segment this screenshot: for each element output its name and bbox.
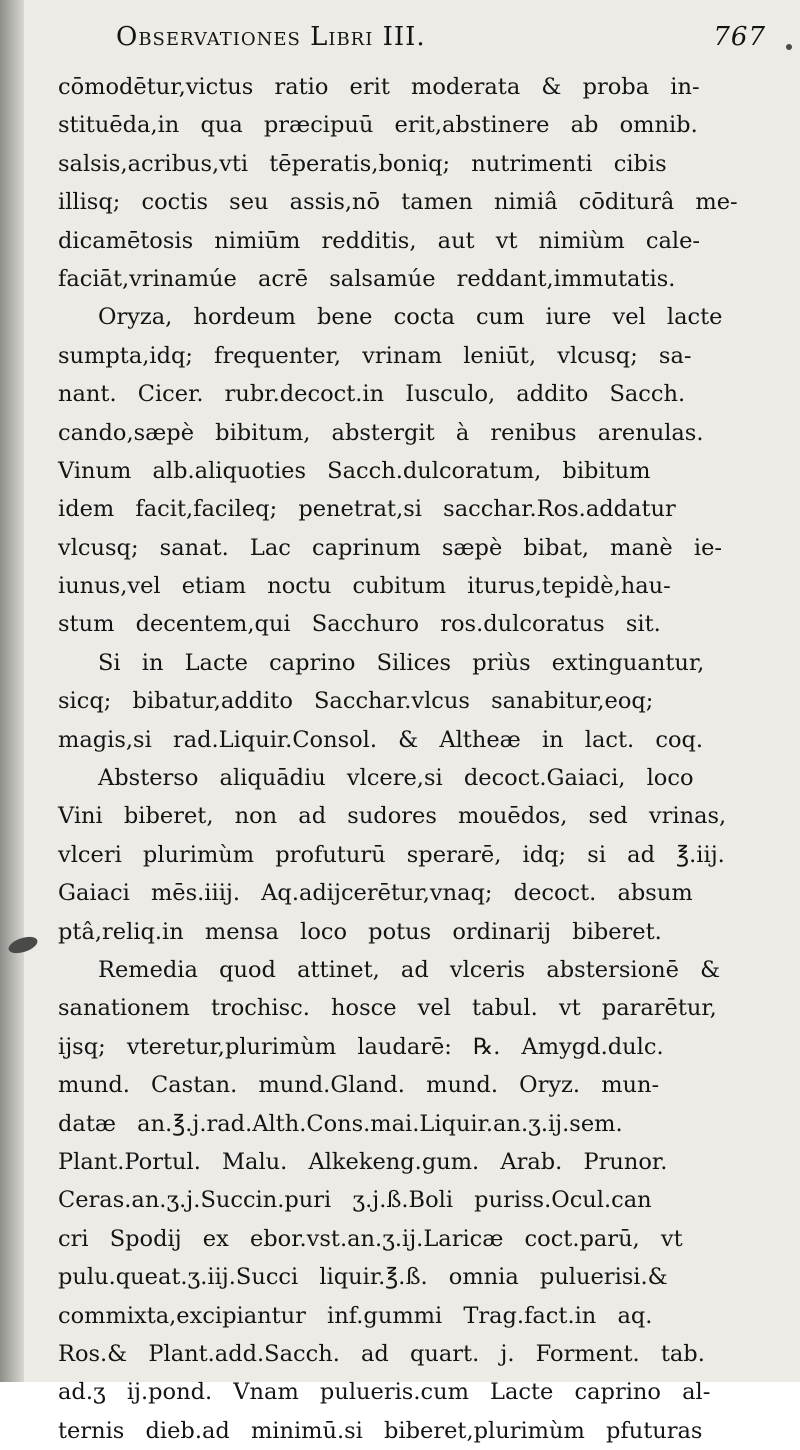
text-line: idem facit,facileq; penetrat,si sacchar.Ros.addatur	[58, 496, 676, 523]
text-line: nant. Cicer. rubr.decoct.in Iusculo, addito Sacch.	[58, 381, 686, 408]
page-number: 767	[713, 22, 766, 52]
text-line: Si in Lacte caprino Silices priùs extinguantur,	[98, 649, 705, 676]
text-line: Remedia quod attinet, ad vlceris abstersionē &	[98, 956, 721, 983]
text-line: stituēda,in qua præcipuū erit,abstinere ab omnib.	[58, 112, 698, 139]
running-header	[58, 22, 776, 68]
text-line: iunus,vel etiam noctu cubitum iturus,tepidè,hau-	[58, 573, 671, 600]
text-line: Gaiaci mēs.iiij. Aq.adijcerētur,vnaq; decoct. absum	[58, 880, 693, 907]
text-line: faciāt,vrinamúe acrē salsamúe reddant,immutatis.	[58, 265, 676, 292]
text-line: vlceri plurimùm profuturū sperarē, idq; si ad ℥.iij.	[58, 841, 725, 868]
text-line: salsis,acribus,vti tēperatis,boniq; nutrimenti cibis	[58, 150, 667, 177]
text-line: Ceras.an.ʒ.j.Succin.puri ʒ.j.ß.Boli puriss.Ocul.can	[58, 1187, 652, 1214]
text-line: Vinum alb.aliquoties Sacch.dulcoratum, bibitum	[58, 457, 651, 484]
text-line: stum decentem,qui Sacchuro ros.dulcoratus sit.	[58, 611, 661, 638]
text-line: Oryza, hordeum bene cocta cum iure vel lacte	[98, 304, 723, 331]
text-line: sanationem trochisc. hosce vel tabul. vt pararētur,	[58, 995, 717, 1022]
text-line: cōmodētur,victus ratio erit moderata & proba in-	[58, 74, 700, 100]
text-line: illisq; coctis seu assis,nō tamen nimiâ cōditurâ me-	[58, 189, 738, 216]
text-line: sicq; bibatur,addito Sacchar.vlcus sanabitur,eoq;	[58, 688, 654, 715]
text-line: cri Spodij ex ebor.vst.an.ʒ.ij.Laricæ coct.parū, vt	[58, 1225, 683, 1252]
text-line: Ros.& Plant.add.Sacch. ad quart. j. Forment. tab.	[58, 1340, 705, 1367]
text-line: cando,sæpè bibitum, abstergit à renibus arenulas.	[58, 419, 704, 446]
text-line: ternis dieb.ad minimū.si biberet,plurimùm pfuturas	[58, 1417, 703, 1444]
binding-gutter	[0, 0, 24, 1382]
text-line: mund. Castan. mund.Gland. mund. Oryz. mun-	[58, 1072, 660, 1099]
text-line: magis,si rad.Liquir.Consol. & Altheæ in lact. coq.	[58, 726, 704, 753]
text-line: Vini biberet, non ad sudores mouēdos, sed vrinas,	[58, 803, 727, 830]
body-text	[58, 68, 772, 1450]
text-line: Plant.Portul. Malu. Alkekeng.gum. Arab. Prunor.	[58, 1148, 668, 1175]
text-line: pulu.queat.ʒ.iij.Succi liquir.℥.ß. omnia puluerisi.&	[58, 1264, 668, 1291]
text-line: ad.ʒ ij.pond. Vnam pulueris.cum Lacte caprino al-	[58, 1379, 711, 1406]
ink-dot	[786, 44, 792, 50]
text-line: dicamētosis nimiūm redditis, aut vt nimiùm cale-	[58, 227, 700, 254]
text-line: sumpta,idq; frequenter, vrinam leniūt, vlcusq; sa-	[58, 342, 692, 369]
text-line: commixta,excipiantur inf.gummi Trag.fact.in aq.	[58, 1302, 653, 1329]
text-line: Absterso aliquādiu vlcere,si decoct.Gaiaci, loco	[98, 765, 694, 792]
running-title: Observationes Libri III.	[116, 22, 426, 52]
text-line: ptâ,reliq.in mensa loco potus ordinarij biberet.	[58, 918, 662, 945]
text-line: ijsq; vteretur,plurimùm laudarē: ℞. Amygd.dulc.	[58, 1033, 664, 1060]
text-line: datæ an.℥.j.rad.Alth.Cons.mai.Liquir.an.ʒ.ij.sem.	[58, 1110, 623, 1137]
text-line: vlcusq; sanat. Lac caprinum sæpè bibat, manè ie-	[58, 534, 722, 561]
